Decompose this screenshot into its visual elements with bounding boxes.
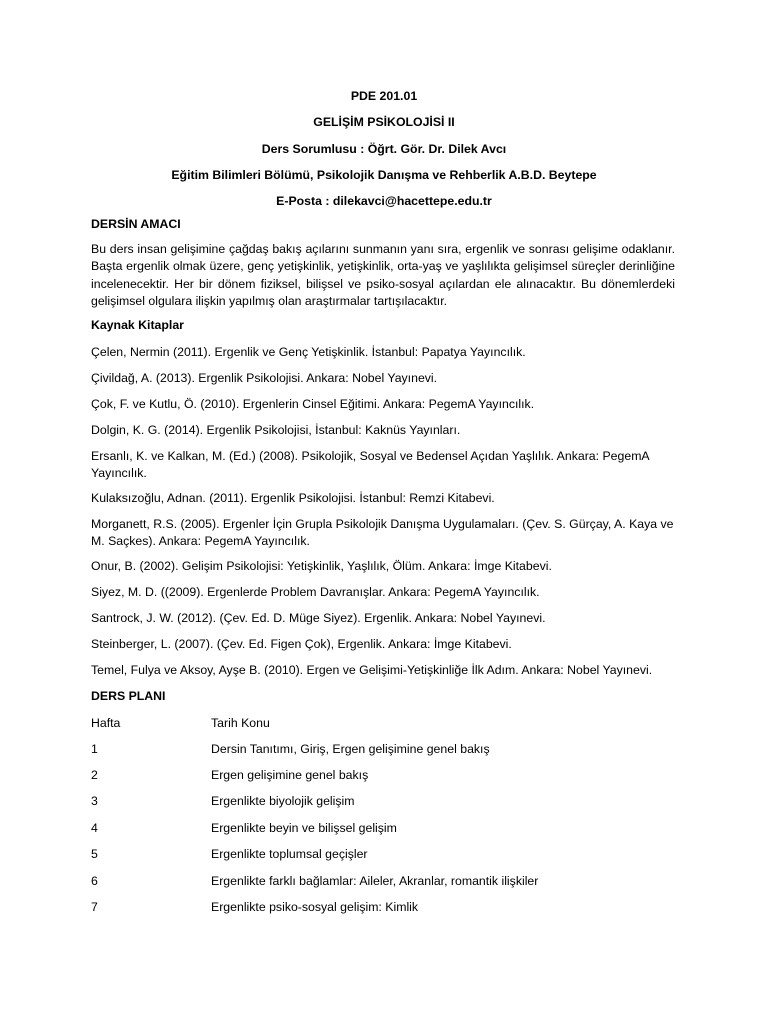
plan-week: 7 (91, 900, 98, 914)
book-entry: Kulaksızoğlu, Adnan. (2011). Ergenlik Psikolojisi. İstanbul: Remzi Kitabevi. (91, 491, 495, 505)
plan-topic: Ergenlikte biyolojik gelişim (211, 794, 355, 808)
plan-week: 2 (91, 768, 98, 782)
plan-col-week: Hafta (91, 716, 121, 730)
book-entry: Morganett, R.S. (2005). Ergenler İçin Grupla Psikolojik Danışma Uygulamaları. (Çev. S. Gürçay, A. Kaya ve M. Saçkes). Ankara: PegemA Yayıncılık. (91, 517, 674, 549)
book-entry: Çok, F. ve Kutlu, Ö. (2010). Ergenlerin Cinsel Eğitimi. Ankara: PegemA Yayıncılık. (91, 397, 535, 411)
plan-heading: DERS PLANI (91, 689, 166, 703)
plan-col-topic: Tarih Konu (211, 716, 270, 730)
plan-week: 6 (91, 874, 98, 888)
plan-row (91, 792, 691, 810)
plan-row (91, 740, 691, 758)
plan-topic: Dersin Tanıtımı, Giriş, Ergen gelişimine genel bakış (211, 742, 490, 756)
plan-row (91, 845, 691, 863)
plan-header-row (91, 714, 691, 732)
course-code: PDE 201.01 (350, 89, 418, 103)
plan-week: 1 (91, 742, 98, 756)
book-entry: Ersanlı, K. ve Kalkan, M. (Ed.) (2008). Psikolojik, Sosyal ve Bedensel Açıdan Yaşlılık. Ankara: PegemA Yayıncılık. (91, 449, 649, 481)
course-title: GELİŞİM PSİKOLOJİSİ II (313, 115, 455, 130)
plan-topic: Ergenlikte psiko-sosyal gelişim: Kimlik (211, 900, 419, 914)
book-entry: Çelen, Nermin (2011). Ergenlik ve Genç Yetişkinlik. İstanbul: Papatya Yayıncılık. (91, 345, 526, 359)
book-entry: Dolgin, K. G. (2014). Ergenlik Psikolojisi, İstanbul: Kaknüs Yayınları. (91, 423, 461, 437)
plan-week: 3 (91, 794, 98, 808)
document-header (0, 87, 768, 218)
book-entry: Siyez, M. D. ((2009). Ergenlerde Problem Davranışlar. Ankara: PegemA Yayıncılık. (91, 585, 540, 599)
plan-row (91, 872, 691, 890)
book-entry: Steinberger, L. (2007). (Çev. Ed. Figen Çok), Ergenlik. Ankara: İmge Kitabevi. (91, 637, 512, 651)
email-line: E-Posta : dilekavci@hacettepe.edu.tr (276, 194, 492, 209)
plan-week: 4 (91, 821, 98, 835)
aim-paragraph: Bu ders insan gelişimine çağdaş bakış açılarını sunmanın yanı sıra, ergenlik ve sonrası gelişime odaklanır. Başta ergenlik olmak üzere, genç yetişkinlik, yetişkinlik, orta-yaş ve yaşlılıkta gelişimsel süreçler derinliğine incelenecektir. Her bir dönem fiziksel, bilişsel ve psiko-sosyal açılardan ele alınacaktır. Bu dönemlerdeki gelişimsel olgulara ilişkin yapılmış olan araştırmalar tartışılacaktır. (91, 242, 675, 309)
plan-topic: Ergenlikte beyin ve bilişsel gelişim (211, 821, 397, 835)
book-entry: Temel, Fulya ve Aksoy, Ayşe B. (2010). Ergen ve Gelişimi-Yetişkinliğe İlk Adım. Ankara: Nobel Yayınevi. (91, 663, 653, 677)
plan-topic: Ergen gelişimine genel bakış (211, 768, 369, 782)
instructor-line: Ders Sorumlusu : Öğrt. Gör. Dr. Dilek Avcı (261, 141, 507, 156)
book-entry: Çivildağ, A. (2013). Ergenlik Psikolojisi. Ankara: Nobel Yayınevi. (91, 371, 438, 385)
aim-heading: DERSİN AMACI (91, 217, 181, 231)
plan-topic: Ergenlikte toplumsal geçişler (211, 847, 368, 861)
book-entry: Onur, B. (2002). Gelişim Psikolojisi: Yetişkinlik, Yaşlılık, Ölüm. Ankara: İmge Kitabevi. (91, 559, 552, 573)
plan-topic: Ergenlikte farklı bağlamlar: Aileler, Akranlar, romantik ilişkiler (211, 874, 539, 888)
department-line: Eğitim Bilimleri Bölümü, Psikolojik Danışma ve Rehberlik A.B.D. Beytepe (171, 167, 597, 182)
plan-row (91, 819, 691, 837)
books-heading: Kaynak Kitaplar (91, 318, 184, 332)
plan-row (91, 898, 691, 916)
plan-week: 5 (91, 847, 98, 861)
book-entry: Santrock, J. W. (2012). (Çev. Ed. D. Müge Siyez). Ergenlik. Ankara: Nobel Yayınevi. (91, 611, 546, 625)
plan-row (91, 766, 691, 784)
